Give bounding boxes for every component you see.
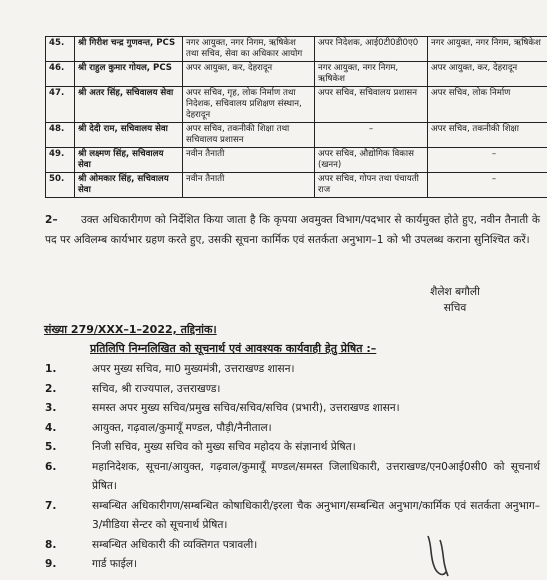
table-row [46,87,547,123]
officer-name-cell: श्री गिरीश चन्द्र गुणवन्त, PCS [75,37,183,62]
list-item-text: गार्ड फाईल। [92,558,138,570]
table-row [46,173,547,198]
additional-charge-cell: – [428,173,547,198]
current-post-cell: नवीन तैनाती [183,148,315,173]
current-post-cell: नवीन तैनाती [183,173,315,198]
officer-name-cell: श्री ओमकार सिंह, सचिवालय सेवा [75,173,183,198]
list-item-number: 3. [45,402,57,414]
list-item-text: अपर मुख्य सचिव, मा0 मुख्यमंत्री, उत्तराखण्ड शासन। [92,363,295,375]
officer-name-cell: श्री देदी राम, सचिवालय सेवा [75,123,183,148]
new-post-cell: नगर आयुक्त, नगर निगम, ऋषिकेश [315,62,428,87]
list-item [45,419,540,439]
list-item-number: 1. [45,363,57,375]
additional-charge-cell: अपर आयुक्त, कर, देहरादून [428,62,547,87]
serial-number-cell: 48. [46,123,75,148]
list-item [45,380,540,400]
transfer-table [45,36,547,198]
current-post-cell: नगर आयुक्त, नगर निगम, ऋषिकेश तथा सचिव, सेवा का अधिकार आयोग [183,37,315,62]
list-item-text: निजी सचिव, मुख्य सचिव को मुख्य सचिव महोदय के संज्ञानार्थ प्रेषित। [92,441,356,453]
copy-heading: प्रतिलिपि निम्नलिखित को सूचनार्थ एवं आवश्यक कार्यवाही हेतु प्रेषित :– [90,342,377,355]
current-post-cell: अपर सचिव, तकनीकी शिक्षा तथा सचिवालय प्रशासन [183,123,315,148]
serial-number-cell: 46. [46,62,75,87]
list-item [45,536,540,556]
additional-charge-cell: – [428,148,547,173]
table-row [46,148,547,173]
officer-name-cell: श्री लक्ष्मण सिंह, सचिवालय सेवा [75,148,183,173]
list-item [45,438,540,458]
additional-charge-cell: नगर आयुक्त, नगर निगम, ऋषिकेश [428,37,547,62]
list-item-number: 9. [45,558,57,570]
copy-list [45,360,540,575]
list-item [45,399,540,419]
list-item [45,360,540,380]
list-item-number: 4. [45,421,57,434]
list-item-text: समस्त अपर मुख्य सचिव/प्रमुख सचिव/सचिव/सचिव (प्रभारी), उत्तराखण्ड शासन। [92,402,400,414]
serial-number-cell: 50. [46,173,75,198]
list-item-text: सचिव, श्री राज्यपाल, उत्तराखण्ड। [92,382,221,395]
new-post-cell: अपर सचिव, गोपन तथा पंचायती राज [315,173,428,198]
list-item-number: 2. [45,382,57,395]
list-item-number: 5. [45,441,57,453]
list-item-number: 8. [45,538,57,551]
list-item [45,497,540,536]
paragraph-number: 2– [45,214,58,226]
current-post-cell: अपर सचिव, गृह, लोक निर्माण तथा निदेशक, सचिवालय प्रशिक्षण संस्थान, देहरादून [183,87,315,123]
signatory-name: शैलेश बगौली [430,286,480,298]
new-post-cell: – [315,123,428,148]
list-item-text: सम्बन्धित अधिकारीगण/सम्बन्धित कोषाधिकारी/इरला चैक अनुभाग/सम्बन्धित अनुभाग/कार्मिक एवं सतर्कता अनुभाग–3/मीडिया सेन्टर को सूचनार्थ प्रेषित। [92,499,540,531]
additional-charge-cell: अपर सचिव, तकनीकी शिक्षा [428,123,547,148]
reference-number: संख्या 279/XXX–1–2022, तद्दिनांक। [44,323,217,336]
current-post-cell: अपर आयुक्त, कर, देहरादून [183,62,315,87]
handwritten-signature-mark [422,532,462,580]
list-item-number: 7. [45,499,57,512]
serial-number-cell: 45. [46,37,75,62]
serial-number-cell: 49. [46,148,75,173]
list-item [45,458,540,497]
paragraph-text: उक्त अधिकारीगण को निर्देशित किया जाता है कि कृपया अवमुक्त विभाग/पदभार से कार्यमुक्त होते हुए, नवीन तैनाती के पद पर अविलम्ब कार्यभार ग्रहण करते हुए, उसकी सूचना कार्मिक एवं सतर्कता अनुभाग–1 को भी उपलब्ध कराना सुनिश्चित करें। [45,214,540,246]
list-item-text: आयुक्त, गढ़वाल/कुमायूँ मण्डल, पौड़ी/नैनीताल। [92,421,272,434]
list-item [45,555,540,575]
new-post-cell: अपर सचिव, औद्योगिक विकास (खनन) [315,148,428,173]
new-post-cell: अपर सचिव, सचिवालय प्रशासन [315,87,428,123]
additional-charge-cell: अपर सचिव, लोक निर्माण [428,87,547,123]
officer-name-cell: श्री राहुल कुमार गोयल, PCS [75,62,183,87]
list-item-text: महानिदेशक, सूचना/आयुक्त, गढ़वाल/कुमायूँ मण्डल/समस्त जिलाधिकारी, उत्तराखण्ड/एन0आई0सी0 को सूचनार्थ प्रेषित। [92,460,540,492]
list-item-number: 6. [45,460,57,473]
instruction-paragraph [45,210,540,250]
transfer-table-body [46,37,547,198]
table-row [46,37,547,62]
list-item-text: सम्बन्धित अधिकारी की व्यक्तिगत पत्रावली। [92,538,258,551]
serial-number-cell: 47. [46,87,75,123]
new-post-cell: अपर निदेशक, आई0टी0डी0ए0 [315,37,428,62]
officer-name-cell: श्री अतर सिंह, सचिवालय सेवा [75,87,183,123]
table-row [46,123,547,148]
table-row [46,62,547,87]
signatory-designation: सचिव [443,302,467,314]
signature-block [395,284,515,316]
